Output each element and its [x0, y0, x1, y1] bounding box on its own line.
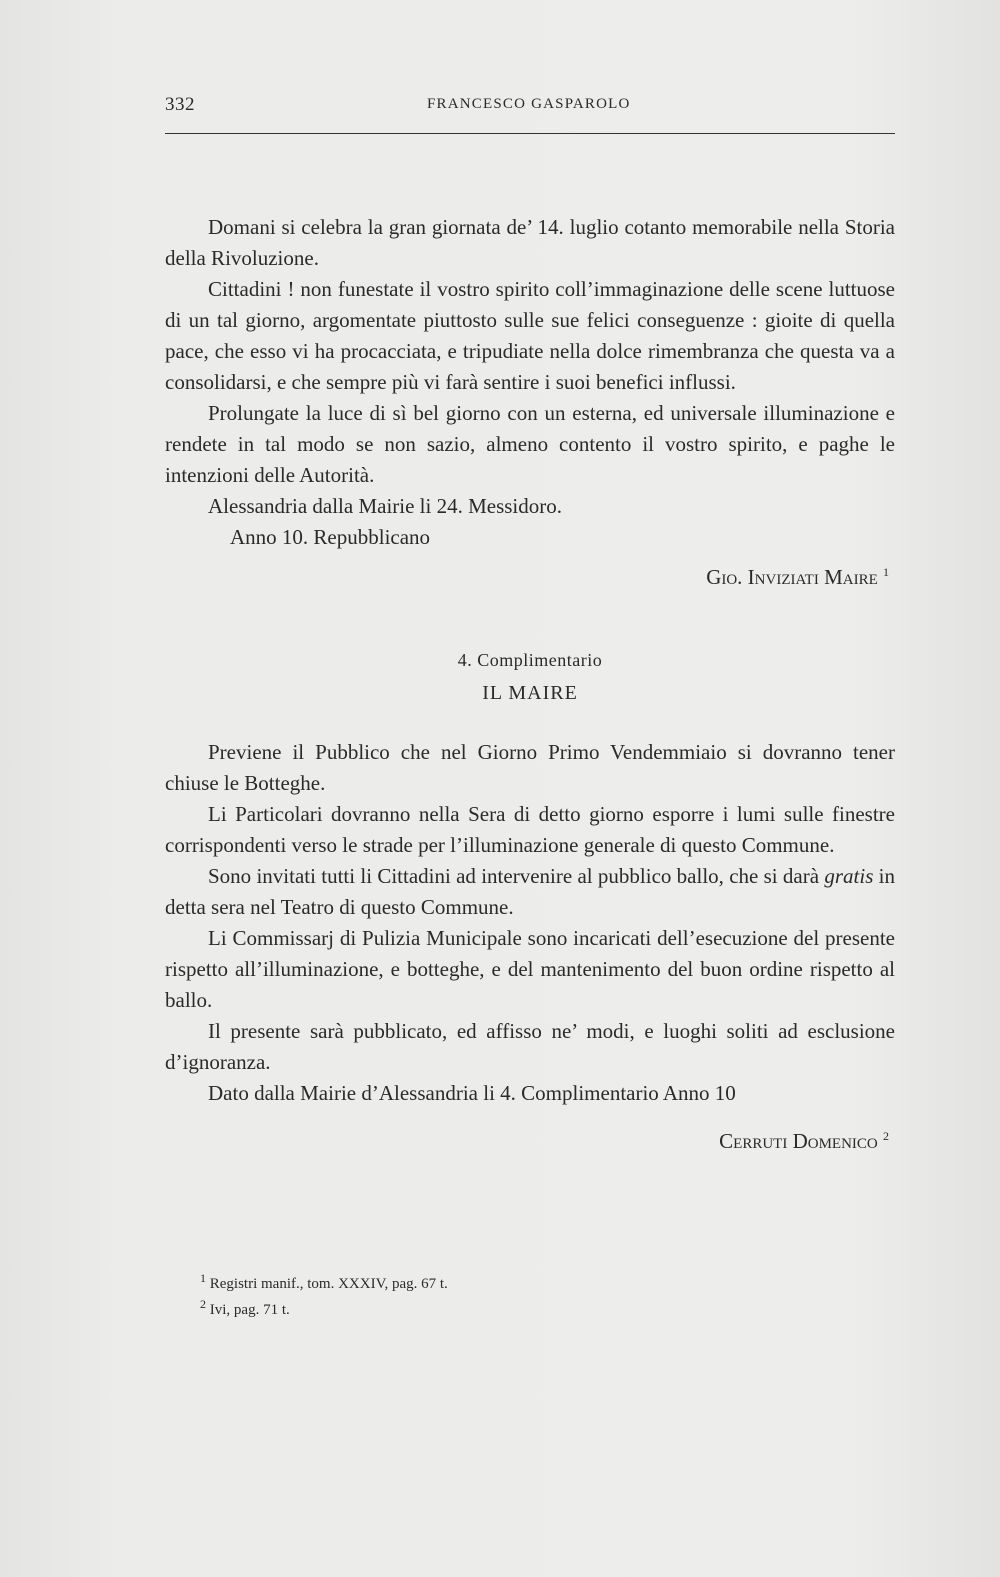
signature-cerruti: [165, 1121, 895, 1157]
footnote-mark: 2: [200, 1297, 206, 1311]
paragraph-invite: [165, 861, 895, 923]
paragraph: Prolungate la luce di sì bel giorno con un esterna, ed universale illuminazione e rendete in tal modo se non sazio, almeno contento il vostro spirito, e paghe le intenzioni delle Autorità.: [165, 401, 895, 487]
date-line: Dato dalla Mairie d’Alessandria li 4. Complimentario Anno 10: [208, 1081, 736, 1105]
page-number: 332: [165, 94, 195, 115]
page-header: [165, 94, 895, 120]
signature-name: Gio. Inviziati Maire: [706, 565, 878, 589]
signature-name: Cerruti Domenico: [719, 1129, 878, 1153]
invite-text-before: Sono invitati tutti li Cittadini ad intervenire al pubblico ballo, che si darà: [208, 864, 825, 888]
footnote-text: Ivi, pag. 71 t.: [209, 1302, 290, 1318]
invite-italic: gratis: [824, 864, 874, 888]
body-text: [165, 212, 895, 1157]
year-line: Anno 10. Repubblicano: [230, 525, 431, 549]
footnote-ref: 2: [883, 1129, 889, 1143]
header-rule: [165, 133, 895, 134]
footnotes: [200, 1268, 700, 1320]
paragraph: Domani si celebra la gran giornata de’ 14. luglio cotanto memorabile nella Storia della Rivoluzione.: [165, 215, 895, 270]
footnote: [200, 1294, 700, 1320]
paragraph: Li Particolari dovranno nella Sera di detto giorno esporre i lumi sulle finestre corrispondenti verso le strade per l’illuminazione generale di questo Commune.: [165, 802, 895, 857]
paragraph: Li Commissarj di Pulizia Municipale sono incaricati dell’esecuzione del presente rispetto all’illuminazione, e botteghe, e del mantenimento del buon ordine rispetto al ballo.: [165, 926, 895, 1012]
paragraph: Previene il Pubblico che nel Giorno Primo Vendemmiaio si dovranno tener chiuse le Botteghe.: [165, 740, 895, 795]
signature-inviziati: [165, 557, 895, 593]
section-title: IL MAIRE: [482, 682, 578, 704]
paragraph: Il presente sarà pubblicato, ed affisso ne’ modi, e luoghi soliti ad esclusione d’ignoranza.: [165, 1019, 895, 1074]
footnote-mark: 1: [200, 1271, 206, 1285]
footnote-ref: 1: [883, 565, 889, 579]
section-number: 4. Complimentario: [457, 650, 603, 670]
footnote-text: Registri manif., tom. XXXIV, pag. 67 t.: [209, 1276, 448, 1292]
date-line: Alessandria dalla Mairie li 24. Messidoro.: [208, 494, 563, 518]
paragraph: Cittadini ! non funestate il vostro spirito coll’immaginazione delle scene luttuose di un tal giorno, argomentate piuttosto sulle sue felici conseguenze : gioite di quella pace, che esso vi ha procacciata, e tripudiate nella dolce rimembranza che questa va a consolidarsi, e che sempre più vi farà sentire i suoi benefici influssi.: [165, 277, 895, 394]
invite-text-after: in detta sera nel Teatro di questo Commune.: [165, 864, 895, 919]
running-head: FRANCESCO GASPAROLO: [427, 96, 631, 112]
footnote: [200, 1268, 700, 1294]
